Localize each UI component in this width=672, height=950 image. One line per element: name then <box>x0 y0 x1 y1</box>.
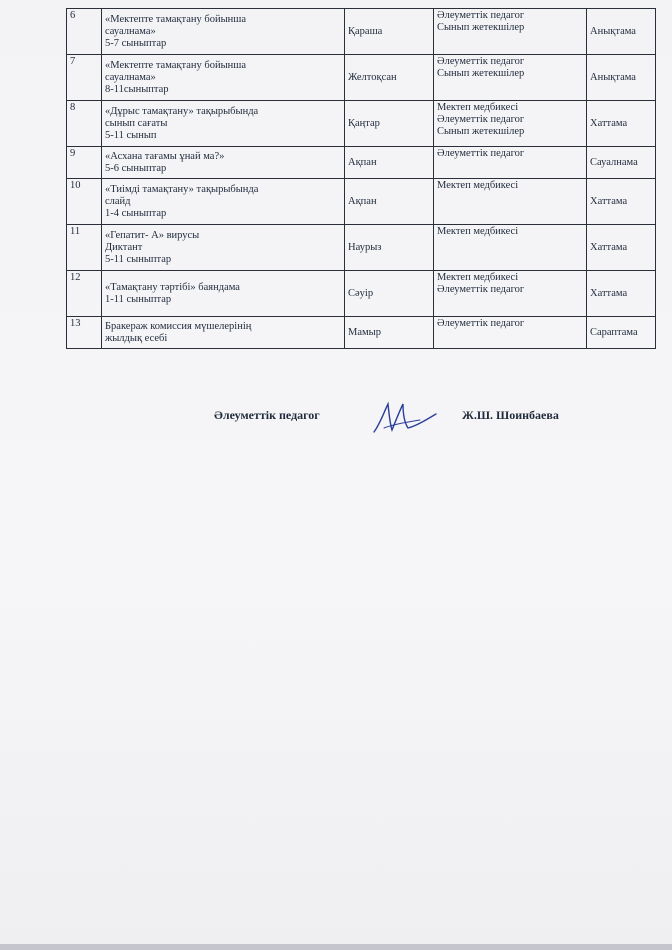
report-form-cell: Сауалнама <box>587 147 656 179</box>
signature-block <box>0 398 672 438</box>
table-body <box>67 9 656 349</box>
report-form-cell: Сараптама <box>587 317 656 349</box>
event-line: «Асхана тағамы ұнай ма?» <box>105 150 225 162</box>
responsible-line: Сынып жетекшілер <box>437 126 525 137</box>
responsible-line: Әлеуметтік педагог <box>437 10 525 21</box>
event-cell <box>102 55 345 101</box>
event-line: Бракераж комиссия мүшелерінің <box>105 320 252 332</box>
event-line: Диктант <box>105 241 143 253</box>
event-line: 5-11 сыныптар <box>105 253 172 265</box>
signatory-name: Ж.Ш. Шоинбаева <box>462 408 559 422</box>
event-cell <box>102 225 345 271</box>
event-cell <box>102 9 345 55</box>
event-line: 1-4 сыныптар <box>105 207 167 219</box>
responsible-line: Мектеп медбикесі <box>437 102 519 113</box>
handwritten-signature <box>370 398 440 438</box>
responsible-cell <box>434 147 587 179</box>
report-form-cell: Хаттама <box>587 225 656 271</box>
event-line: «Тамақтану тәртібі» баяндама <box>105 281 240 293</box>
event-line: «Мектепте тамақтану бойынша <box>105 13 247 25</box>
event-line: слайд <box>105 195 131 207</box>
responsible-cell <box>434 55 587 101</box>
report-form-cell: Анықтама <box>587 9 656 55</box>
report-form-cell: Хаттама <box>587 179 656 225</box>
event-cell <box>102 101 345 147</box>
responsible-cell <box>434 179 587 225</box>
responsible-line: Әлеуметтік педагог <box>437 318 525 329</box>
responsible-line: Әлеуметтік педагог <box>437 56 525 67</box>
event-line: 8-11сыныптар <box>105 83 169 95</box>
event-line: сынып сағаты <box>105 117 168 129</box>
responsible-line: Әлеуметтік педагог <box>437 148 525 159</box>
table-row <box>67 225 656 271</box>
report-form-cell: Хаттама <box>587 101 656 147</box>
event-line: 1-11 сыныптар <box>105 293 172 305</box>
responsible-line: Әлеуметтік педагог <box>437 284 525 295</box>
month-cell: Сәуір <box>345 271 434 317</box>
table-row <box>67 101 656 147</box>
responsible-cell <box>434 225 587 271</box>
row-number-cell: 6 <box>67 9 102 55</box>
row-number-cell: 13 <box>67 317 102 349</box>
report-form-cell: Хаттама <box>587 271 656 317</box>
row-number-cell: 7 <box>67 55 102 101</box>
event-line: «Мектепте тамақтану бойынша <box>105 59 247 71</box>
event-line: «Тиімді тамақтану» тақырыбында <box>105 183 259 195</box>
row-number-cell: 11 <box>67 225 102 271</box>
event-cell <box>102 147 345 179</box>
month-cell: Наурыз <box>345 225 434 271</box>
responsible-cell <box>434 317 587 349</box>
event-line: сауалнама» <box>105 25 156 37</box>
responsible-line: Мектеп медбикесі <box>437 226 519 237</box>
table-row <box>67 179 656 225</box>
responsible-cell <box>434 101 587 147</box>
row-number-cell: 10 <box>67 179 102 225</box>
responsible-line: Әлеуметтік педагог <box>437 114 525 125</box>
month-cell: Мамыр <box>345 317 434 349</box>
event-cell <box>102 271 345 317</box>
table-row <box>67 9 656 55</box>
table-row <box>67 147 656 179</box>
signatory-title: Әлеуметтік педагог <box>214 408 320 422</box>
row-number-cell: 9 <box>67 147 102 179</box>
event-line: «Гепатит- А» вирусы <box>105 229 200 241</box>
event-line: «Дұрыс тамақтану» тақырыбында <box>105 105 259 117</box>
event-line: 5-7 сыныптар <box>105 37 167 49</box>
month-cell: Қаңтар <box>345 101 434 147</box>
report-form-cell: Анықтама <box>587 55 656 101</box>
responsible-line: Сынып жетекшілер <box>437 68 525 79</box>
month-cell: Ақпан <box>345 147 434 179</box>
row-number-cell: 12 <box>67 271 102 317</box>
responsible-cell <box>434 9 587 55</box>
event-cell <box>102 179 345 225</box>
row-number-cell: 8 <box>67 101 102 147</box>
event-cell <box>102 317 345 349</box>
event-line: 5-11 сынып <box>105 129 157 141</box>
event-line: жылдық есебі <box>105 332 168 344</box>
responsible-line: Сынып жетекшілер <box>437 22 525 33</box>
table-row <box>67 55 656 101</box>
activity-plan-table <box>66 8 656 349</box>
table-row <box>67 271 656 317</box>
responsible-line: Мектеп медбикесі <box>437 180 519 191</box>
event-line: сауалнама» <box>105 71 156 83</box>
responsible-line: Мектеп медбикесі <box>437 272 519 283</box>
month-cell: Қараша <box>345 9 434 55</box>
responsible-cell <box>434 271 587 317</box>
table-row <box>67 317 656 349</box>
event-line: 5-6 сыныптар <box>105 162 167 174</box>
month-cell: Желтоқсан <box>345 55 434 101</box>
page-bottom-edge <box>0 944 672 950</box>
month-cell: Ақпан <box>345 179 434 225</box>
